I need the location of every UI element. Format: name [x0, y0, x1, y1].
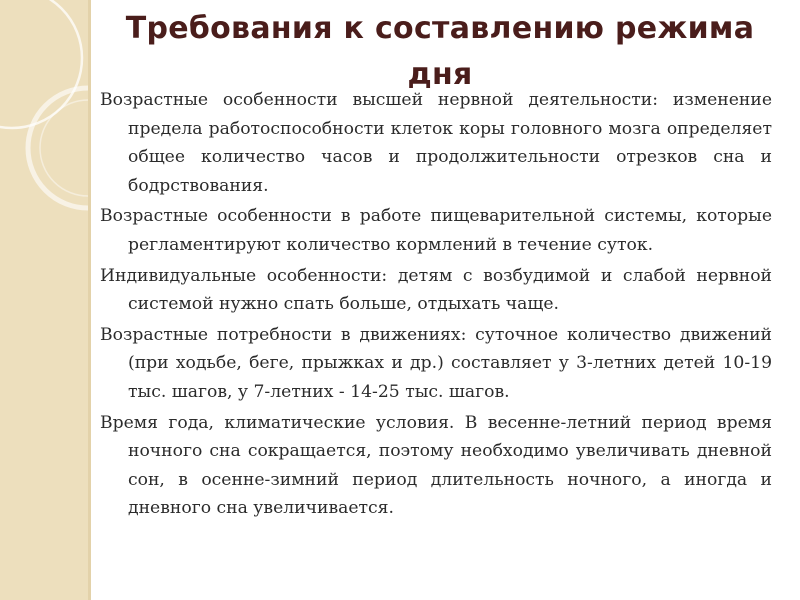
decorative-rings: [0, 0, 88, 600]
paragraph-item: Возрастные особенности высшей нервной деятельности: изменение предела работоспособности клеток коры головного мозга определяет общее количество часов и продолжительности отрезков сна и бодрствования.: [100, 90, 772, 196]
paragraph-item: Возрастные особенности в работе пищеварительной системы, которые регламентируют количество кормлений в течение суток.: [100, 206, 772, 255]
paragraph-item: Индивидуальные особенности: детям с возбудимой и слабой нервной системой нужно спать больше, отдыхать чаще.: [100, 265, 772, 315]
paragraph-item: Возрастные потребности в движениях: суточное количество движений (при ходьбе, беге, прыжках и др.) составляет у 3-летних детей 10-19 тыс. шагов, у 7-летних - 14-25 тыс. шагов.: [100, 324, 772, 402]
slide-body: [100, 86, 772, 525]
decorative-ring-inner: [40, 100, 88, 196]
decorative-side-panel: [0, 0, 88, 600]
decorative-ring-medium: [28, 88, 88, 208]
paragraph-item: Время года, климатические условия. В весенне-летний период время ночного сна сокращается, поэтому необходимо увеличивать дневной сон, в осенне-зимний период длительность ночного, а иногда и дневного сна увеличивается.: [100, 412, 772, 519]
side-divider: [88, 0, 91, 600]
slide-title: Требования к составлению режима дня: [125, 11, 755, 92]
